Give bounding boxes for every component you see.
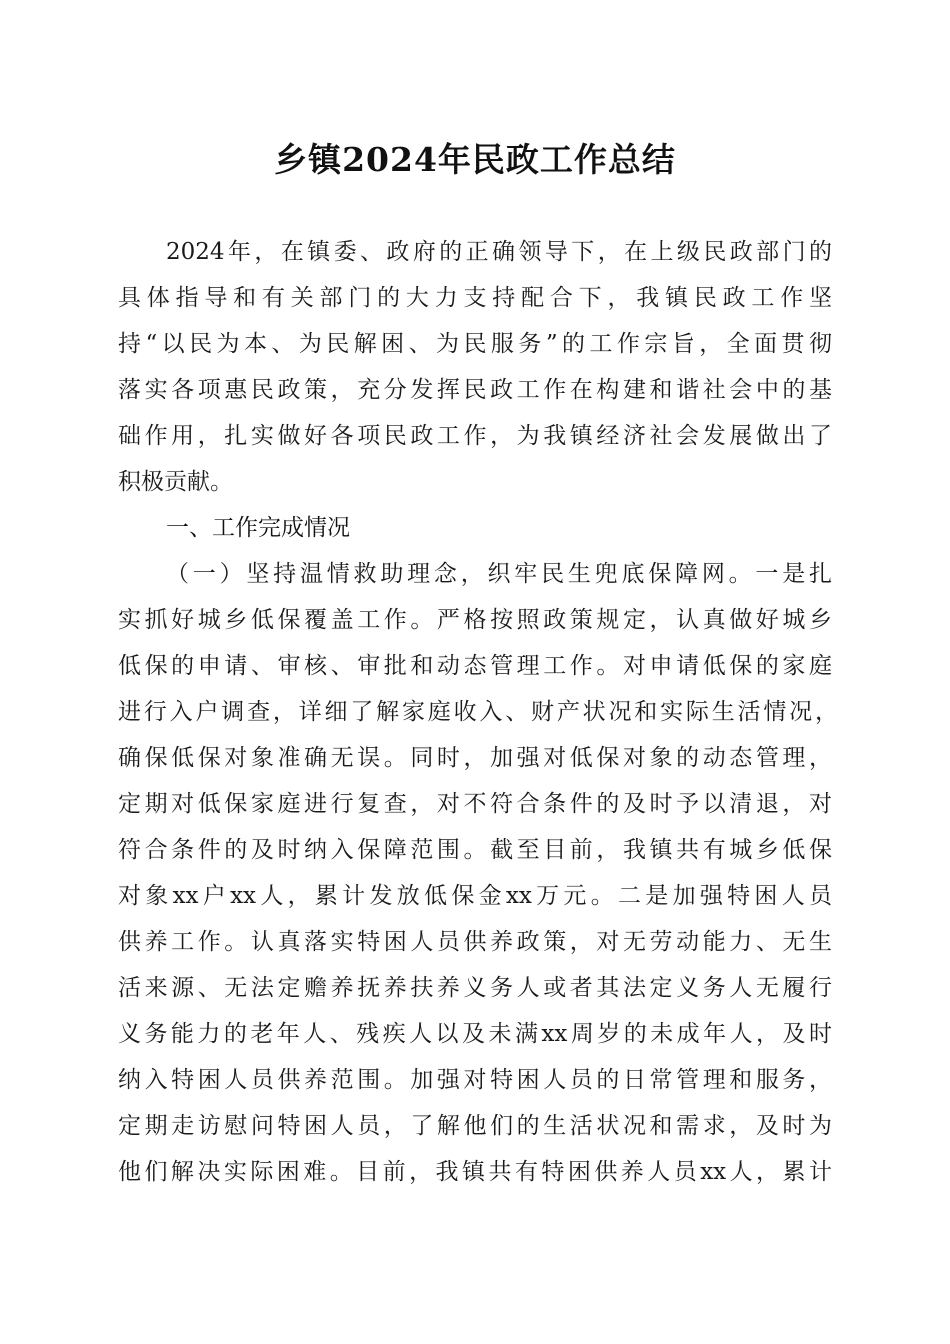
body-line: 纳入特困人员供养范围。加强对特困人员的日常管理和服务， [118, 1067, 832, 1093]
document-title: 乡镇2024年民政工作总结 [274, 140, 676, 179]
body-line: 供养工作。认真落实特困人员供养政策，对无劳动能力、无生 [118, 929, 832, 955]
body-line: 础作用，扎实做好各项民政工作，为我镇经济社会发展做出了 [118, 423, 832, 449]
section-heading: 一、工作完成情况 [166, 515, 350, 541]
body-line: 定期走访慰问特困人员，了解他们的生活状况和需求，及时为 [118, 1113, 832, 1139]
subsection-line: （一）坚持温情救助理念，织牢民生兜底保障网。一是扎 [166, 561, 832, 587]
body-line: 定期对低保家庭进行复查，对不符合条件的及时予以清退，对 [118, 791, 832, 817]
body-line: 符合条件的及时纳入保障范围。截至目前，我镇共有城乡低保 [118, 837, 832, 863]
body-line: 实抓好城乡低保覆盖工作。严格按照政策规定，认真做好城乡 [118, 607, 832, 633]
body-line: 活来源、无法定赡养抚养扶养义务人或者其法定义务人无履行 [118, 975, 832, 1001]
body-line: 义务能力的老年人、残疾人以及未满xx周岁的未成年人，及时 [118, 1021, 832, 1047]
body-line: 持“以民为本、为民解困、为民服务”的工作宗旨，全面贯彻 [118, 331, 832, 357]
body-line: 落实各项惠民政策，充分发挥民政工作在构建和谐社会中的基 [118, 377, 832, 403]
body-line: 积极贡献。 [118, 469, 233, 495]
body-line: 2024年，在镇委、政府的正确领导下，在上级民政部门的 [166, 239, 832, 265]
body-line: 对象xx户xx人，累计发放低保金xx万元。二是加强特困人员 [118, 883, 832, 909]
body-line: 确保低保对象准确无误。同时，加强对低保对象的动态管理， [118, 745, 832, 771]
body-line: 具体指导和有关部门的大力支持配合下，我镇民政工作坚 [118, 285, 832, 311]
body-line: 进行入户调查，详细了解家庭收入、财产状况和实际生活情况， [118, 699, 838, 725]
body-line: 低保的申请、审核、审批和动态管理工作。对申请低保的家庭 [118, 653, 832, 679]
body-line: 他们解决实际困难。目前，我镇共有特困供养人员xx人，累计 [118, 1159, 832, 1185]
